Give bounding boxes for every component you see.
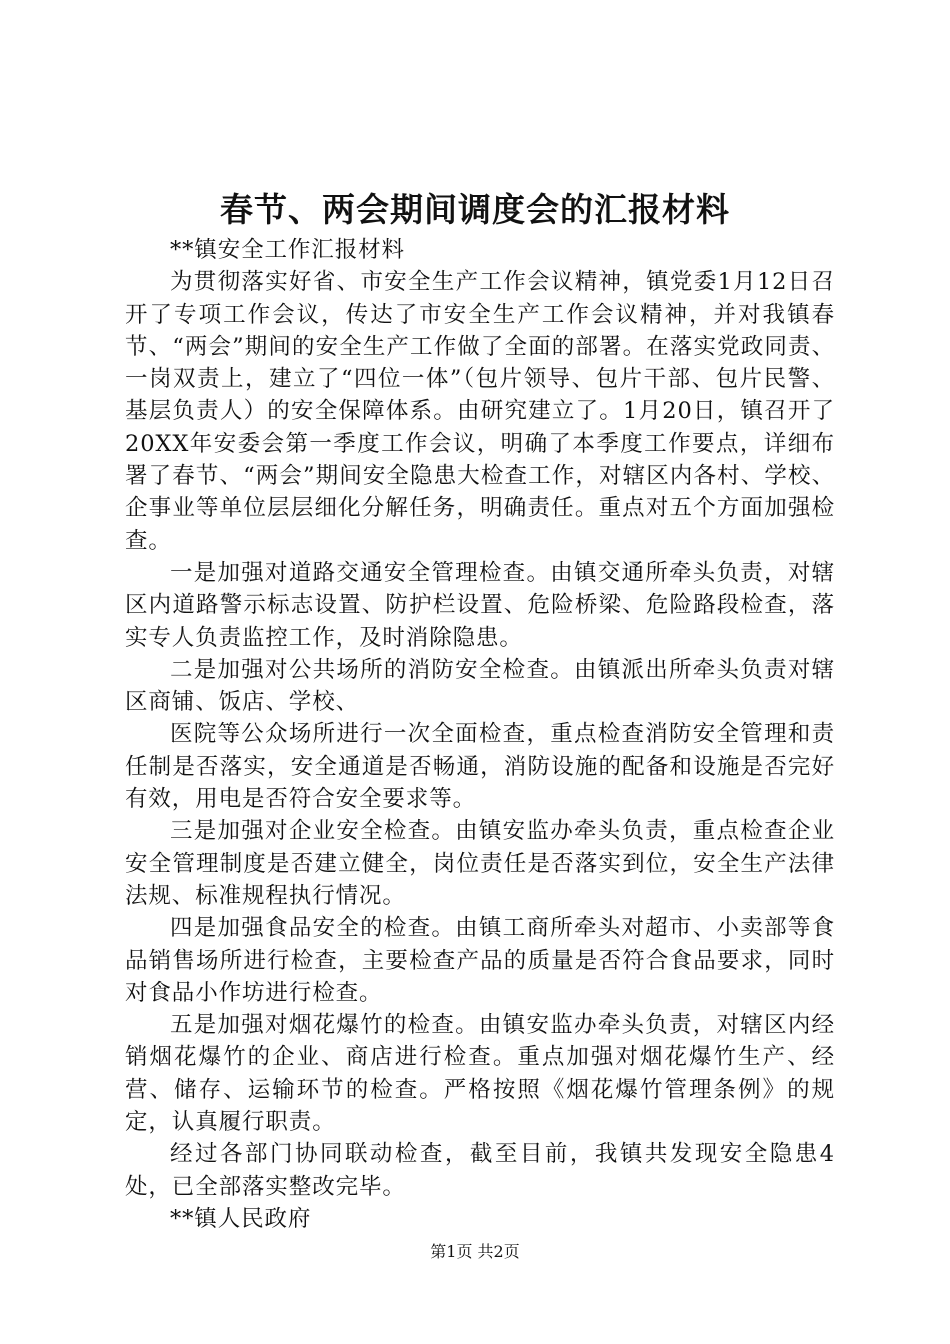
document-body xyxy=(125,234,835,1235)
paragraph-item-1: 一是加强对道路交通安全管理检查。由镇交通所牵头负责，对辖区内道路警示标志设置、防护栏设置、危险桥梁、危险路段检查，落实专人负责监控工作，及时消除隐患。 xyxy=(125,559,835,651)
paragraph-item-5: 五是加强对烟花爆竹的检查。由镇安监办牵头负责，对辖区内经销烟花爆竹的企业、商店进行检查。重点加强对烟花爆竹生产、经营、储存、运输环节的检查。严格按照《烟花爆竹管理条例》的规定，认真履行职责。 xyxy=(125,1012,835,1136)
paragraph-item-4: 四是加强食品安全的检查。由镇工商所牵头对超市、小卖部等食品销售场所进行检查，主要检查产品的质量是否符合食品要求，同时对食品小作坊进行检查。 xyxy=(125,915,835,1006)
document-title: 春节、两会期间调度会的汇报材料 xyxy=(220,190,730,229)
paragraph-signature: **镇人民政府 xyxy=(170,1205,312,1232)
paragraph-heading: **镇安全工作汇报材料 xyxy=(170,237,405,263)
paragraph-intro: 为贯彻落实好省、市安全生产工作会议精神，镇党委1月12日召开了专项工作会议，传达了市安全生产工作会议精神，并对我镇春节、“两会”期间的安全生产工作做了全面的部署。在落实党政同责、一岗双责上，建立了“四位一体”（包片领导、包片干部、包片民警、基层负责人）的安全保障体系。由研究建立了。1月20日，镇召开了20XX年安委会第一季度工作会议，明确了本季度工作要点，详细布署了春节、“两会”期间安全隐患大检查工作，对辖区内各村、学校、企事业等单位层层细化分解任务，明确责任。重点对五个方面加强检查。 xyxy=(125,269,835,554)
paragraph-item-3: 三是加强对企业安全检查。由镇安监办牵头负责，重点检查企业安全管理制度是否建立健全，岗位责任是否落实到位，安全生产法律法规、标准规程执行情况。 xyxy=(125,818,835,909)
paragraph-item-2-cont: 医院等公众场所进行一次全面检查，重点检查消防安全管理和责任制是否落实，安全通道是否畅通，消防设施的配备和设施是否完好有效，用电是否符合安全要求等。 xyxy=(125,721,835,813)
paragraph-conclusion: 经过各部门协同联动检查，截至目前，我镇共发现安全隐患4处，已全部落实整改完毕。 xyxy=(125,1141,835,1200)
paragraph-item-2: 二是加强对公共场所的消防安全检查。由镇派出所牵头负责对辖区商铺、饭店、学校、 xyxy=(125,656,835,716)
page-number: 第1页 共2页 xyxy=(430,1242,520,1261)
